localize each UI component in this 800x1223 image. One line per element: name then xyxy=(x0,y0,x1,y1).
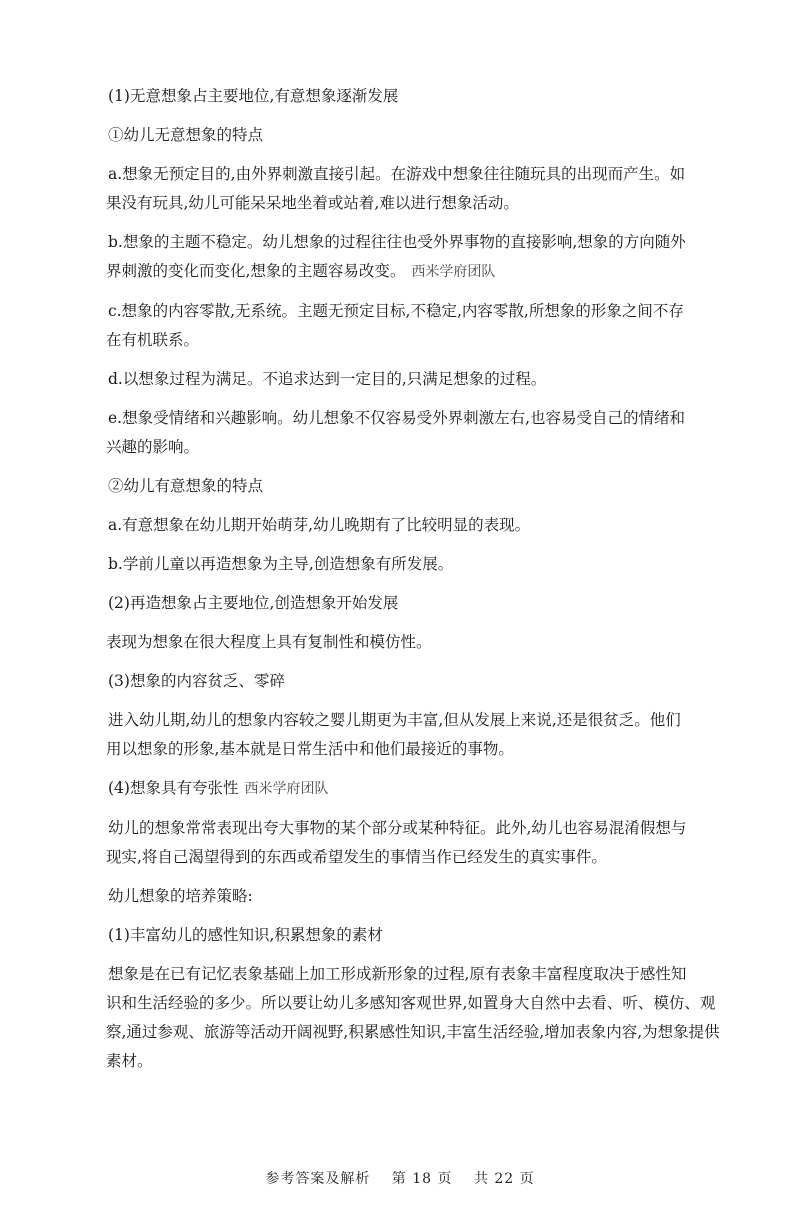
paragraph-line: 果没有玩具,幼儿可能呆呆地坐着或站着,难以进行想象活动。 xyxy=(106,194,519,212)
heading-4 xyxy=(108,774,744,804)
paragraph-text: 界刺激的变化而变化,想象的主题容易改变。 xyxy=(106,262,406,280)
paragraph-line: 素材。 xyxy=(106,1052,153,1070)
footer-title: 参考答案及解析 xyxy=(265,1171,371,1187)
paragraph-line: 想象是在已有记忆表象基础上加工形成新形象的过程,原有表象丰富程度取决于感性知 xyxy=(108,965,687,983)
heading-text: (4)想象具有夸张性 xyxy=(108,779,239,797)
paragraph-line: 现实,将自己渴望得到的东西或希望发生的事情当作已经发生的真实事件。 xyxy=(106,848,607,866)
document-body xyxy=(108,82,744,1076)
heading-2: (2)再造想象占主要地位,创造想象开始发展 xyxy=(108,594,399,612)
paragraph-line: 用以想象的形象,基本就是日常生活中和他们最接近的事物。 xyxy=(106,740,514,758)
paragraph-line: d.以想象过程为满足。不追求达到一定目的,只满足想象的过程。 xyxy=(108,370,547,388)
watermark-text: 西米学府团队 xyxy=(244,781,329,797)
heading-1: (1)无意想象占主要地位,有意想象逐渐发展 xyxy=(108,87,399,105)
paragraph-line: e.想象受情绪和兴趣影响。幼儿想象不仅容易受外界刺激左右,也容易受自己的情绪和 xyxy=(108,409,686,427)
paragraph-line: a.有意想象在幼儿期开始萌芽,幼儿晚期有了比较明显的表现。 xyxy=(108,516,531,534)
paragraph-line: 进入幼儿期,幼儿的想象内容较之婴儿期更为丰富,但从发展上来说,还是很贫乏。他们 xyxy=(108,711,681,729)
heading-5: (1)丰富幼儿的感性知识,积累想象的素材 xyxy=(108,926,383,944)
watermark-text: 西米学府团队 xyxy=(411,264,496,280)
paragraph-line: 表现为想象在很大程度上具有复制性和模仿性。 xyxy=(106,633,432,651)
subheading-1: ①幼儿无意想象的特点 xyxy=(108,126,264,144)
subheading-2: ②幼儿有意想象的特点 xyxy=(108,477,264,495)
paragraph-line: 幼儿的想象常常表现出夸大事物的某个部分或某种特征。此外,幼儿也容易混淆假想与 xyxy=(108,819,687,837)
paragraph-line: 察,通过参观、旅游等活动开阔视野,积累感性知识,丰富生活经验,增加表象内容,为想象提供 xyxy=(106,1023,720,1041)
paragraph-line: a.想象无预定目的,由外界刺激直接引起。在游戏中想象往往随玩具的出现而产生。如 xyxy=(108,165,686,183)
section-heading: 幼儿想象的培养策略: xyxy=(108,887,253,905)
footer-page-number: 第 18 页 xyxy=(391,1171,453,1187)
paragraph-line: c.想象的内容零散,无系统。主题无预定目标,不稳定,内容零散,所想象的形象之间不存 xyxy=(108,302,684,320)
footer-total-pages: 共 22 页 xyxy=(473,1171,535,1187)
paragraph-line: b.想象的主题不稳定。幼儿想象的过程往往也受外界事物的直接影响,想象的方向随外 xyxy=(108,233,686,251)
page-footer xyxy=(0,1168,800,1188)
paragraph-line: 识和生活经验的多少。所以要让幼儿多感知客观世界,如置身大自然中去看、听、模仿、观 xyxy=(106,994,716,1012)
paragraph-line xyxy=(106,257,744,287)
paragraph-line: 在有机联系。 xyxy=(106,331,200,349)
paragraph-line: 兴趣的影响。 xyxy=(106,438,200,456)
heading-3: (3)想象的内容贫乏、零碎 xyxy=(108,672,285,690)
paragraph-line: b.学前儿童以再造想象为主导,创造想象有所发展。 xyxy=(108,555,454,573)
